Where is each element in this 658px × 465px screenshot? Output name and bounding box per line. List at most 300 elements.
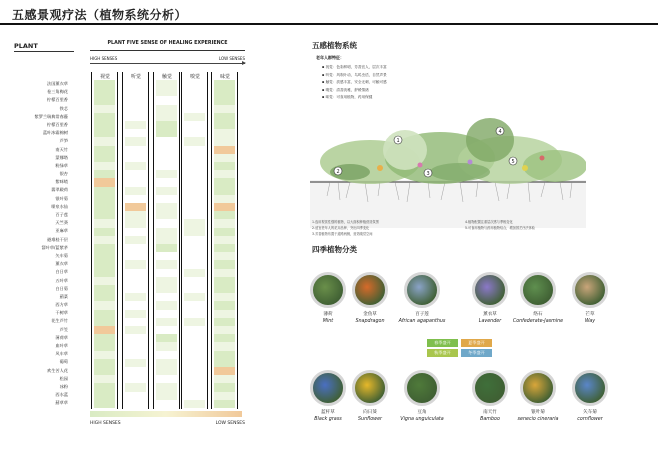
plant-name: 粉绿草 xyxy=(55,162,68,168)
planting-notes-right xyxy=(465,219,615,231)
sense-intensity-cell xyxy=(125,113,146,121)
sense-intensity-cell xyxy=(94,277,115,285)
sense-intensity-cell xyxy=(184,383,205,391)
sense-intensity-cell xyxy=(184,195,205,203)
sense-intensity-cell xyxy=(94,162,115,170)
sense-intensity-cell xyxy=(94,318,115,326)
plant-chinese-name: 蓝杆草 xyxy=(321,410,335,415)
sense-intensity-cell xyxy=(184,342,205,350)
sense-intensity-cell xyxy=(156,277,177,285)
title-divider xyxy=(0,23,658,25)
sense-intensity-cell xyxy=(94,211,115,219)
plant-card xyxy=(394,370,450,422)
planting-notes-left xyxy=(312,219,462,237)
plant-english-name: Sunflower xyxy=(357,417,382,422)
sense-intensity-cell xyxy=(156,310,177,318)
plant-chinese-name: 络石 xyxy=(533,312,543,317)
sense-column-header: 触觉 xyxy=(161,74,172,80)
sense-intensity-cell xyxy=(156,269,177,277)
sense-intensity-cell xyxy=(94,326,115,334)
plant-name: 西方草 xyxy=(55,302,68,308)
planting-note: 3.芳香植物布置于道路两侧，营造嗅觉空间 xyxy=(312,232,373,236)
sense-intensity-cell xyxy=(125,137,146,145)
system-subtitle: 老年人群特征： xyxy=(316,55,344,60)
sense-intensity-cell xyxy=(214,392,235,400)
plant-name: 法国薰衣草 xyxy=(47,81,68,86)
plant-photo xyxy=(404,272,440,308)
sense-intensity-cell xyxy=(156,375,177,383)
sense-intensity-cell xyxy=(184,269,205,277)
sense-intensity-cell xyxy=(214,293,235,301)
plant-name-list xyxy=(14,80,68,408)
sense-intensity-cell xyxy=(214,342,235,350)
high-senses-label: HIGH SENSES xyxy=(90,56,118,61)
sense-intensity-cell xyxy=(125,375,146,383)
system-feature-item: ▪ 听觉：风吹叶动，鸟鸣虫语，自然声景 xyxy=(322,72,387,77)
sense-intensity-cell xyxy=(94,260,115,268)
plant-name: 干树草 xyxy=(55,310,68,316)
sense-intensity-cell xyxy=(94,367,115,375)
sense-intensity-cell xyxy=(184,88,205,96)
sense-intensity-cell xyxy=(184,137,205,145)
plant-name: 紫罗兰瑞典常春藤 xyxy=(34,113,68,119)
sense-intensity-cell xyxy=(125,342,146,350)
plant-photo xyxy=(572,272,608,308)
sense-intensity-cell xyxy=(125,310,146,318)
plant-name: 南天竹 xyxy=(55,146,68,152)
sense-intensity-cell xyxy=(125,146,146,154)
sense-intensity-cell xyxy=(214,113,235,121)
sense-intensity-cell xyxy=(156,113,177,121)
vegetation-mass xyxy=(320,118,586,184)
low-senses-label: LOW SENSES xyxy=(218,56,245,61)
sense-intensity-cell xyxy=(214,285,235,293)
plant-card xyxy=(562,370,618,422)
sense-intensity-cell xyxy=(94,383,115,391)
sense-intensity-cell xyxy=(125,334,146,342)
plant-english-name: Confederate-Jasmine xyxy=(512,319,564,324)
sense-intensity-cell xyxy=(184,375,205,383)
sense-intensity-cell xyxy=(214,351,235,359)
planting-marker-label: 4 xyxy=(498,129,502,135)
sense-intensity-cell xyxy=(156,367,177,375)
plant-name: 箭叶草/蓝紫茅 xyxy=(41,244,68,250)
sense-intensity-cell xyxy=(125,162,146,170)
sense-intensity-cell xyxy=(214,252,235,260)
plant-card xyxy=(562,272,618,324)
senses-heading-rule xyxy=(90,50,245,51)
sense-intensity-cell xyxy=(94,269,115,277)
plant-photo xyxy=(472,272,508,308)
planting-section-illustration xyxy=(310,110,586,228)
sense-intensity-cell xyxy=(94,310,115,318)
sense-intensity-cell xyxy=(94,203,115,211)
sense-intensity-cell xyxy=(94,244,115,252)
sense-intensity-cell xyxy=(125,195,146,203)
plant-name: 天竺葵 xyxy=(55,220,68,226)
sense-intensity-cell xyxy=(184,301,205,309)
plant-english-name: senecio cineraria xyxy=(517,417,559,422)
sense-intensity-cell xyxy=(156,219,177,227)
sense-intensity-cell xyxy=(184,367,205,375)
sense-intensity-cell xyxy=(184,228,205,236)
plant-name: 矢车菊 xyxy=(55,252,68,258)
sense-intensity-cell xyxy=(156,383,177,391)
sense-intensity-cell xyxy=(184,219,205,227)
sense-intensity-cell xyxy=(125,383,146,391)
plant-name: 柠檬百里香 xyxy=(47,121,68,127)
plant-name: 松园 xyxy=(59,375,68,381)
sense-intensity-cell xyxy=(125,96,146,104)
sense-intensity-cell xyxy=(94,375,115,383)
plant-name: 芦笠 xyxy=(59,326,68,332)
sense-intensity-cell xyxy=(125,211,146,219)
sense-intensity-cell xyxy=(156,359,177,367)
plant-name: 薄荷草 xyxy=(55,334,68,340)
sense-intensity-cell xyxy=(94,252,115,260)
plant-photo xyxy=(352,370,388,406)
sense-intensity-cell xyxy=(184,277,205,285)
sense-intensity-cell xyxy=(184,80,205,88)
sense-intensity-cell xyxy=(125,154,146,162)
planting-marker-label: 2 xyxy=(336,169,340,175)
sense-intensity-cell xyxy=(94,301,115,309)
sense-intensity-cell xyxy=(156,129,177,137)
plant-card xyxy=(510,272,566,324)
plant-name: 薰衣草 xyxy=(55,261,68,267)
planting-note: 4.植物配置注重层次感与季相变化 xyxy=(465,220,513,224)
planting-note: 2.适宜老年人的花卉品种，突出四季变化 xyxy=(312,226,370,230)
plant-photo xyxy=(310,370,346,406)
sense-intensity-cell xyxy=(184,96,205,104)
plant-english-name: African agapanthus xyxy=(398,319,446,324)
sense-intensity-cell xyxy=(184,392,205,400)
sense-intensity-cell xyxy=(156,105,177,113)
sense-intensity-cell xyxy=(184,351,205,359)
sense-intensity-cell xyxy=(156,228,177,236)
sense-intensity-cell xyxy=(214,359,235,367)
sense-intensity-cell xyxy=(94,285,115,293)
plant-english-name: Snapdragon xyxy=(355,319,385,324)
sense-intensity-cell xyxy=(184,400,205,408)
sense-intensity-cell xyxy=(184,105,205,113)
plant-photo xyxy=(352,272,388,308)
sense-intensity-cell xyxy=(214,326,235,334)
sense-intensity-cell xyxy=(125,260,146,268)
plant-name: 喷泉水仙 xyxy=(51,203,68,209)
plant-chinese-name: 金鱼草 xyxy=(363,312,377,317)
sense-intensity-cell xyxy=(94,80,115,88)
sense-intensity-cell xyxy=(214,400,235,408)
sense-intensity-cell xyxy=(156,211,177,219)
sense-intensity-cell xyxy=(214,105,235,113)
sense-intensity-cell xyxy=(125,269,146,277)
sense-intensity-cell xyxy=(94,236,115,244)
plant-name: 花生芦竹 xyxy=(51,318,68,324)
plant-name: 柠檬百里香 xyxy=(47,97,68,103)
sense-intensity-cell xyxy=(94,195,115,203)
sense-intensity-cell xyxy=(125,293,146,301)
planting-marker-label: 1 xyxy=(396,138,400,144)
sense-intensity-cell xyxy=(214,310,235,318)
sense-intensity-cell xyxy=(94,334,115,342)
sense-intensity-cell xyxy=(184,326,205,334)
sense-intensity-cell xyxy=(156,244,177,252)
plant-photo xyxy=(472,370,508,406)
sense-intensity-cell xyxy=(125,244,146,252)
sense-intensity-cell xyxy=(94,113,115,121)
season-tag: 夏季盛开 xyxy=(461,339,492,347)
season-tag: 秋季盛开 xyxy=(427,349,458,357)
plant-english-name: Lavender xyxy=(478,319,502,324)
plant-english-name: cornflower xyxy=(577,417,603,422)
sense-intensity-cell xyxy=(156,318,177,326)
sense-intensity-cell xyxy=(94,392,115,400)
sense-intensity-cell xyxy=(214,170,235,178)
sense-intensity-cell xyxy=(94,96,115,104)
low-senses-label-bottom: LOW SENSES xyxy=(215,421,245,426)
plant-name: 避难桂干层 xyxy=(47,236,68,242)
sense-intensity-cell xyxy=(214,367,235,375)
sense-intensity-cell xyxy=(125,236,146,244)
sense-intensity-cell xyxy=(94,178,115,186)
sense-intensity-cell xyxy=(94,137,115,145)
sense-intensity-cell xyxy=(184,162,205,170)
plant-english-name: Bamboo xyxy=(480,417,500,422)
plant-name: 风车草 xyxy=(55,351,68,357)
sense-intensity-cell xyxy=(94,170,115,178)
plant-name: 冰粉 xyxy=(59,383,68,389)
sense-intensity-cell xyxy=(214,244,235,252)
sense-intensity-cell xyxy=(214,203,235,211)
system-feature-item: ▪ 味觉：可食用植物，药用保健 xyxy=(322,95,373,99)
sense-intensity-cell xyxy=(156,252,177,260)
sense-intensity-cell xyxy=(214,301,235,309)
sense-intensity-cell xyxy=(125,121,146,129)
plant-photo xyxy=(404,370,440,406)
sense-intensity-cell xyxy=(125,400,146,408)
sense-intensity-cell xyxy=(125,351,146,359)
sense-intensity-cell xyxy=(184,203,205,211)
sense-intensity-cell xyxy=(156,178,177,186)
plant-chinese-name: 南天竹 xyxy=(483,410,497,415)
plant-photo xyxy=(520,272,556,308)
sense-intensity-cell xyxy=(125,129,146,137)
sense-intensity-cell xyxy=(184,334,205,342)
plant-name: 蒙娜塔 xyxy=(55,154,68,160)
sense-intensity-cell xyxy=(125,178,146,186)
sense-intensity-cell xyxy=(184,113,205,121)
sense-intensity-cell xyxy=(94,342,115,350)
sense-intensity-cell xyxy=(156,285,177,293)
planting-note: 1.选用观赏性强的植物，以大面积种植营造氛围 xyxy=(312,220,379,224)
planting-marker-label: 5 xyxy=(511,159,515,165)
plant-name: 西水蓝 xyxy=(55,392,68,398)
sense-intensity-cell xyxy=(156,334,177,342)
sense-intensity-cell xyxy=(184,211,205,219)
season-title: 四季植物分类 xyxy=(312,245,357,254)
senses-heading: PLANT FIVE SENSE OF HEALING EXPERIENCE xyxy=(107,41,228,46)
sense-intensity-cell xyxy=(156,80,177,88)
sense-intensity-cell xyxy=(94,359,115,367)
plant-name: 白日草 xyxy=(55,269,68,275)
sense-intensity-cell xyxy=(184,260,205,268)
sense-intensity-cell xyxy=(94,129,115,137)
high-senses-label-bottom: HIGH SENSES xyxy=(90,421,121,426)
sense-intensity-cell xyxy=(214,383,235,391)
sense-intensity-cell xyxy=(125,170,146,178)
sense-intensity-cell xyxy=(156,342,177,350)
sense-intensity-cell xyxy=(214,236,235,244)
sense-intensity-cell xyxy=(156,146,177,154)
plant-name: 翡翠殿荷 xyxy=(51,187,68,193)
intensity-legend-bar xyxy=(90,411,242,417)
sense-intensity-cell xyxy=(156,137,177,145)
sense-intensity-cell xyxy=(156,400,177,408)
plant-card xyxy=(342,272,398,324)
sense-intensity-cell xyxy=(214,162,235,170)
sense-intensity-cell xyxy=(125,203,146,211)
sense-intensity-cell xyxy=(184,318,205,326)
plant-name: 血叶草 xyxy=(55,343,68,348)
plant-name: 百子莲 xyxy=(55,212,68,217)
sense-intensity-cell xyxy=(156,236,177,244)
plant-english-name: Way xyxy=(584,319,596,324)
senses-arrow xyxy=(90,63,245,64)
sense-intensity-cell xyxy=(214,260,235,268)
sense-intensity-cell xyxy=(184,236,205,244)
sense-intensity-cell xyxy=(125,318,146,326)
plant-name: 葡萄 xyxy=(59,359,68,365)
sense-intensity-cell xyxy=(184,129,205,137)
plant-card xyxy=(342,370,398,422)
system-feature-item: ▪ 触觉：质感丰富，安全无刺，可触可感 xyxy=(322,80,387,84)
sense-intensity-cell xyxy=(184,146,205,154)
plant-chinese-name: 薄荷 xyxy=(323,312,333,317)
plant-name: 蓝叶冰霜棉树 xyxy=(42,130,68,136)
sense-intensity-cell xyxy=(156,154,177,162)
sense-intensity-cell xyxy=(184,293,205,301)
sense-intensity-cell xyxy=(94,154,115,162)
sense-intensity-cell xyxy=(156,260,177,268)
sense-intensity-cell xyxy=(125,301,146,309)
plant-name: 银杏 xyxy=(59,171,68,177)
sense-intensity-cell xyxy=(156,96,177,104)
sense-intensity-cell xyxy=(125,359,146,367)
sense-intensity-cell xyxy=(184,178,205,186)
plant-chinese-name: 芒草 xyxy=(585,312,595,317)
sense-intensity-cell xyxy=(94,400,115,408)
sense-intensity-cell xyxy=(125,88,146,96)
system-title: 五感植物系统 xyxy=(312,41,357,50)
plant-photo xyxy=(572,370,608,406)
sense-column-header: 视觉 xyxy=(99,74,110,80)
plant-chinese-name: 百子莲 xyxy=(415,312,429,317)
sense-intensity-cell xyxy=(214,375,235,383)
sense-intensity-cell xyxy=(94,88,115,96)
plant-photo xyxy=(520,370,556,406)
plant-name: 亚麻草 xyxy=(55,228,68,234)
sense-intensity-cell xyxy=(214,195,235,203)
sense-intensity-cell xyxy=(156,203,177,211)
page-title: 五感景观疗法（植物系统分析） xyxy=(12,8,188,22)
plant-english-name: Vigna unguiculata xyxy=(400,417,444,422)
sense-intensity-cell xyxy=(184,154,205,162)
sense-intensity-cell xyxy=(94,228,115,236)
plant-english-name: Black grass xyxy=(314,417,342,422)
system-feature-item: ▪ 视觉：色彩鲜明，芳香宜人，层次丰富 xyxy=(322,65,387,69)
plant-name: 薊草草 xyxy=(55,400,68,406)
sense-intensity-cell xyxy=(214,211,235,219)
sense-intensity-cell xyxy=(214,146,235,154)
sense-intensity-cell xyxy=(125,105,146,113)
sense-intensity-cell xyxy=(156,293,177,301)
sense-intensity-cell xyxy=(125,285,146,293)
sense-intensity-cell xyxy=(156,195,177,203)
sense-intensity-cell xyxy=(94,351,115,359)
sense-intensity-cell xyxy=(184,285,205,293)
sense-intensity-cell xyxy=(214,277,235,285)
sense-intensity-cell xyxy=(125,252,146,260)
plant-name: 卷三角梅花 xyxy=(47,89,68,95)
sense-intensity-cell xyxy=(214,96,235,104)
plant-name: 五叶草 xyxy=(55,277,68,283)
sense-intensity-cell xyxy=(156,121,177,129)
plant-chinese-name: 银叶菊 xyxy=(531,410,545,415)
sense-intensity-cell xyxy=(94,293,115,301)
sense-intensity-cell xyxy=(156,301,177,309)
sense-intensity-cell xyxy=(125,187,146,195)
sense-intensity-cell xyxy=(214,129,235,137)
sense-column-header: 嗅觉 xyxy=(189,74,200,80)
sense-intensity-cell xyxy=(156,392,177,400)
system-feature-list xyxy=(322,64,387,102)
sense-intensity-cell xyxy=(214,269,235,277)
plant-heading-rule xyxy=(14,51,74,52)
sense-intensity-cell xyxy=(125,367,146,375)
plant-name: 铁芯 xyxy=(59,105,68,111)
plant-name: 芦笋 xyxy=(59,138,68,144)
sense-intensity-cell xyxy=(125,80,146,88)
sense-intensity-cell xyxy=(125,228,146,236)
sense-intensity-cell xyxy=(214,334,235,342)
sense-intensity-cell xyxy=(214,228,235,236)
sense-intensity-cell xyxy=(184,187,205,195)
sense-intensity-cell xyxy=(214,137,235,145)
plant-english-name: Mint xyxy=(322,319,334,324)
sense-intensity-cell xyxy=(214,187,235,195)
sense-intensity-cell xyxy=(184,359,205,367)
sense-intensity-cell xyxy=(125,326,146,334)
planting-note: 5.可食用植物与药用植物结合，增加园艺疗法体验 xyxy=(465,226,535,230)
sense-intensity-cell xyxy=(156,351,177,359)
plant-chinese-name: 向日葵 xyxy=(363,410,377,415)
plant-photo xyxy=(310,272,346,308)
sense-intensity-cell xyxy=(214,88,235,96)
plant-heading: PLANT xyxy=(14,42,38,50)
sense-intensity-cell xyxy=(184,310,205,318)
sense-intensity-cell xyxy=(184,252,205,260)
sense-intensity-cell xyxy=(214,121,235,129)
sense-intensity-cell xyxy=(125,392,146,400)
plant-name: 欢生苦人花 xyxy=(47,367,68,373)
sense-intensity-cell xyxy=(156,170,177,178)
sense-intensity-cell xyxy=(156,326,177,334)
plant-name: 薊菜 xyxy=(59,293,68,299)
sense-intensity-cell xyxy=(94,219,115,227)
sense-intensity-cell xyxy=(184,170,205,178)
sense-intensity-cell xyxy=(214,80,235,88)
